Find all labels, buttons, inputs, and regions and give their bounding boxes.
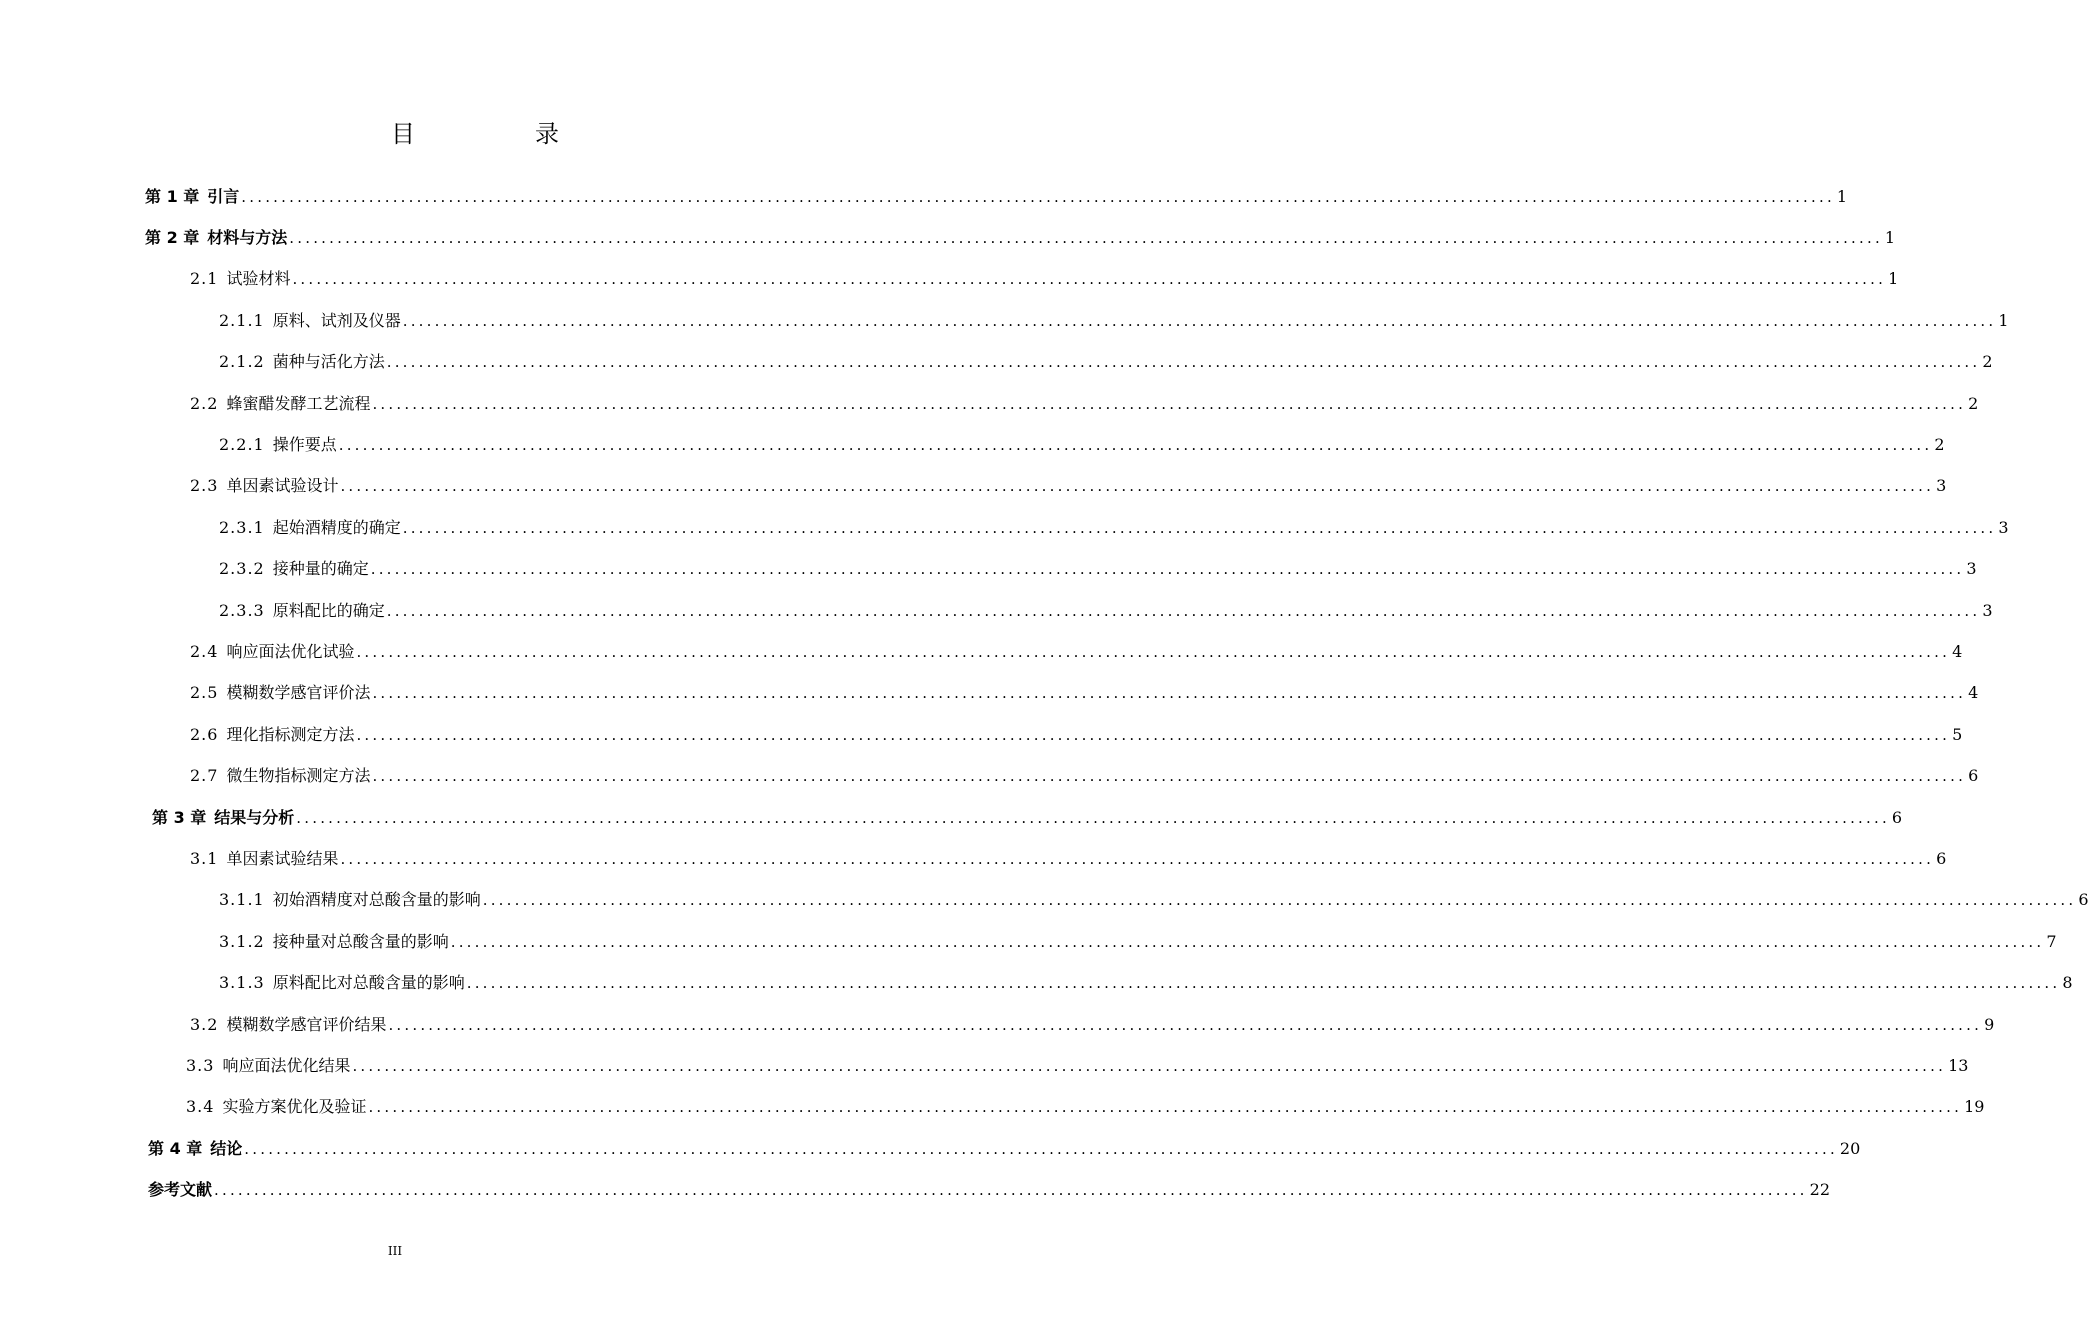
toc-entry-number: 2.1.2 [219,352,265,372]
toc-row [0,797,1903,838]
toc-entry-label [190,682,370,704]
toc-dot-leader: ........................................................................................................................................................................................................ [292,270,1887,289]
toc-dot-leader: ........................................................................................................................................................................................................ [244,1139,1838,1158]
toc-entry-label [152,807,294,829]
toc-entry[interactable] [190,682,1979,704]
toc-entry-number: 3.1.3 [219,973,265,993]
toc-entry-page: 22 [1809,1180,1830,1200]
toc-dot-leader: ........................................................................................................................................................................................................ [386,353,1981,372]
toc-entry-page: 6 [1891,807,1903,827]
toc-dot-leader: ........................................................................................................................................................................................................ [482,891,2077,910]
toc-entry-text: 接种量对总酸含量的影响 [272,931,449,951]
toc-entry-text: 引言 [207,186,240,206]
toc-entry-number: 2.5 [190,683,219,703]
toc-entry-label [186,1096,366,1118]
toc-dot-leader: ........................................................................................................................................................................................................ [372,684,1967,703]
toc-entry-text: 微生物指标测定方法 [226,766,371,786]
toc-entry-number: 2.3 [190,476,219,496]
toc-entry-number: 3.4 [186,1097,215,1117]
toc-entry-text: 菌种与活化方法 [272,352,385,372]
toc-row [0,217,1896,258]
toc-entry-page: 5 [1952,724,1963,744]
toc-entry[interactable] [190,724,1963,746]
toc-entry-number: 第 3 章 [152,807,207,827]
toc-dot-leader: ........................................................................................................................................................................................................ [402,311,1997,330]
toc-entry-gap [265,518,273,537]
toc-row [0,1045,1969,1086]
toc-entry[interactable] [186,1096,1985,1118]
toc-entry-number: 2.3.1 [219,517,265,537]
toc-entry-text: 实验方案优化及验证 [222,1097,367,1117]
toc-row [0,383,1979,424]
toc-entry-label [190,475,338,497]
toc-entry[interactable] [219,351,1993,373]
toc-entry-label [148,1138,242,1160]
toc-entry-number: 3.3 [186,1055,215,1075]
toc-entry-page: 4 [1952,641,1963,661]
toc-entry[interactable] [219,889,2089,911]
toc-row [0,921,2057,962]
toc-entry-number: 2.2 [190,393,219,413]
toc-entry-label [186,1055,350,1077]
toc-entry[interactable] [219,310,2009,332]
toc-entry[interactable] [148,1138,1861,1160]
toc-entry-number: 第 2 章 [145,228,200,248]
toc-entry-label [219,310,401,332]
toc-entry-page: 1 [1888,269,1899,289]
toc-entry-label [219,517,401,539]
toc-entry-label [219,600,385,622]
toc-entry-text: 响应面法优化结果 [222,1055,351,1075]
toc-entry-number: 3.1.1 [219,890,265,910]
toc-entry-number: 3.2 [190,1014,219,1034]
toc-entry-number: 2.2.1 [219,435,265,455]
toc-entry-label [219,931,449,953]
toc-entry[interactable] [219,558,1977,580]
toc-entry-text: 初始酒精度对总酸含量的影响 [272,890,481,910]
toc-row [0,714,1963,755]
toc-entry-text: 原料配比的确定 [272,600,385,620]
toc-entry-label [190,1014,386,1036]
toc-entry-text: 模糊数学感官评价法 [226,683,371,703]
toc-entry-label [219,558,369,580]
toc-entry-text: 起始酒精度的确定 [272,517,401,537]
toc-entry-text: 理化指标测定方法 [226,724,355,744]
page-number-footer: III [387,1244,403,1258]
toc-entry-page: 13 [1948,1055,1969,1075]
toc-entry-page: 19 [1964,1097,1985,1117]
toc-entry-number: 第 4 章 [148,1138,203,1158]
toc-entry-text: 操作要点 [272,435,337,455]
toc-entry-gap [265,435,273,454]
toc-row [0,962,2073,1003]
toc-dot-leader: ........................................................................................................................................................................................................ [352,1056,1947,1075]
toc-dot-leader: ........................................................................................................................................................................................................ [386,601,1981,620]
toc-entry-page: 3 [1966,559,1977,579]
toc-entry-page: 6 [2078,890,2089,910]
toc-entry[interactable] [145,186,1848,208]
toc-row [0,300,2009,341]
toc-entry-label [190,724,354,746]
toc-entry-number: 2.4 [190,641,219,661]
toc-row [0,631,1963,672]
toc-row [0,755,1979,796]
toc-entry-text: 接种量的确定 [272,559,369,579]
toc-entry-gap [265,932,273,951]
toc-row [0,176,1848,217]
toc-entry[interactable] [152,807,1903,829]
toc-entry-number: 2.3.3 [219,600,265,620]
toc-entry-text: 结论 [210,1138,243,1158]
toc-entry-number: 3.1 [190,848,219,868]
toc-entry-text: 模糊数学感官评价结果 [226,1014,387,1034]
toc-dot-leader: ........................................................................................................................................................................................................ [340,849,1935,868]
toc-row [0,673,1979,714]
toc-dot-leader: ........................................................................................................................................................................................................ [372,394,1967,413]
toc-entry[interactable] [219,434,1945,456]
table-of-contents [0,176,2089,1211]
toc-entry-page: 1 [1836,186,1848,206]
toc-entry-page: 2 [1934,435,1945,455]
toc-entry-number: 2.7 [190,766,219,786]
toc-entry-label [219,889,481,911]
toc-entry-label [190,393,370,415]
toc-entry[interactable] [219,600,1993,622]
toc-row [0,1087,1985,1128]
toc-entry-number: 2.6 [190,724,219,744]
toc-entry-page: 8 [2062,973,2073,993]
toc-row [0,838,1947,879]
toc-dot-leader: ........................................................................................................................................................................................................ [356,725,1951,744]
toc-entry-page: 6 [1968,766,1979,786]
toc-entry-text: 试验材料 [226,269,291,289]
toc-entry-text: 单因素试验结果 [226,848,339,868]
toc-entry-page: 7 [2046,931,2057,951]
toc-entry-label [219,351,385,373]
toc-entry[interactable] [219,972,2073,994]
toc-row [0,1169,1830,1210]
toc-entry[interactable] [219,517,2009,539]
toc-entry-gap [265,890,273,909]
toc-entry-label [145,186,239,208]
toc-entry-page: 3 [1936,476,1947,496]
toc-row [0,507,2009,548]
toc-entry-label [190,765,370,787]
toc-dot-leader: ........................................................................................................................................................................................................ [388,1015,1983,1034]
toc-entry-label [148,1179,212,1201]
toc-entry-page: 9 [1984,1014,1995,1034]
toc-entry-text: 原料、试剂及仪器 [272,310,401,330]
toc-entry[interactable] [190,848,1947,870]
toc-dot-leader: ........................................................................................................................................................................................................ [338,436,1933,455]
toc-entry-label [219,972,465,994]
toc-entry-page: 1 [1998,310,2009,330]
toc-dot-leader: ........................................................................................................................................................................................................ [370,560,1965,579]
toc-row [0,1004,1995,1045]
toc-entry[interactable] [219,931,2057,953]
toc-entry-text: 原料配比对总酸含量的影响 [272,973,465,993]
toc-row [0,880,2089,921]
toc-entry[interactable] [190,765,1979,787]
toc-row [0,1128,1861,1169]
toc-entry-number: 3.1.2 [219,931,265,951]
toc-entry-label [190,641,354,663]
toc-dot-leader: ........................................................................................................................................................................................................ [241,187,1835,206]
toc-entry[interactable] [145,227,1896,249]
toc-dot-leader: ........................................................................................................................................................................................................ [340,477,1935,496]
toc-dot-leader: ........................................................................................................................................................................................................ [289,229,1883,248]
toc-entry-text: 参考文献 [148,1180,213,1200]
toc-entry-text: 结果与分析 [214,807,295,827]
toc-entry[interactable] [190,393,1979,415]
toc-dot-leader: ........................................................................................................................................................................................................ [296,808,1890,827]
toc-entry-label [190,848,338,870]
toc-entry[interactable] [190,268,1899,290]
toc-entry-gap [265,311,273,330]
toc-entry-gap [265,559,273,578]
toc-entry[interactable] [148,1179,1830,1201]
toc-dot-leader: ........................................................................................................................................................................................................ [450,932,2045,951]
toc-entry-text: 响应面法优化试验 [226,641,355,661]
toc-entry-page: 6 [1936,848,1947,868]
toc-entry-gap [265,352,273,371]
toc-entry-label [219,434,337,456]
toc-entry-page: 1 [1884,228,1896,248]
toc-entry-number: 第 1 章 [145,186,200,206]
toc-dot-leader: ........................................................................................................................................................................................................ [214,1181,1808,1200]
toc-row [0,466,1947,507]
toc-entry-text: 单因素试验设计 [226,476,339,496]
toc-entry[interactable] [190,641,1963,663]
toc-entry-page: 3 [1982,600,1993,620]
page-title: 目 录 [391,120,607,148]
toc-row [0,424,1945,465]
toc-entry-gap [265,973,273,992]
toc-row [0,590,1993,631]
toc-entry-number: 2.1 [190,269,219,289]
toc-row [0,342,1993,383]
toc-entry[interactable] [190,475,1947,497]
toc-dot-leader: ........................................................................................................................................................................................................ [466,974,2061,993]
toc-dot-leader: ........................................................................................................................................................................................................ [402,518,1997,537]
toc-entry-page: 2 [1968,393,1979,413]
toc-entry-number: 2.3.2 [219,559,265,579]
toc-dot-leader: ........................................................................................................................................................................................................ [356,642,1951,661]
toc-entry-page: 2 [1982,352,1993,372]
toc-entry-gap [265,601,273,620]
toc-entry-text: 材料与方法 [207,228,288,248]
toc-entry[interactable] [186,1055,1969,1077]
toc-entry-text: 蜂蜜醋发酵工艺流程 [226,393,371,413]
toc-entry-label [190,268,290,290]
toc-row [0,259,1899,300]
toc-entry-page: 20 [1839,1138,1861,1158]
toc-entry-number: 2.1.1 [219,310,265,330]
toc-dot-leader: ........................................................................................................................................................................................................ [372,767,1967,786]
toc-row [0,549,1977,590]
toc-dot-leader: ........................................................................................................................................................................................................ [368,1098,1963,1117]
toc-entry-page: 4 [1968,683,1979,703]
toc-entry[interactable] [190,1014,1995,1036]
toc-entry-page: 3 [1998,517,2009,537]
toc-entry-label [145,227,287,249]
